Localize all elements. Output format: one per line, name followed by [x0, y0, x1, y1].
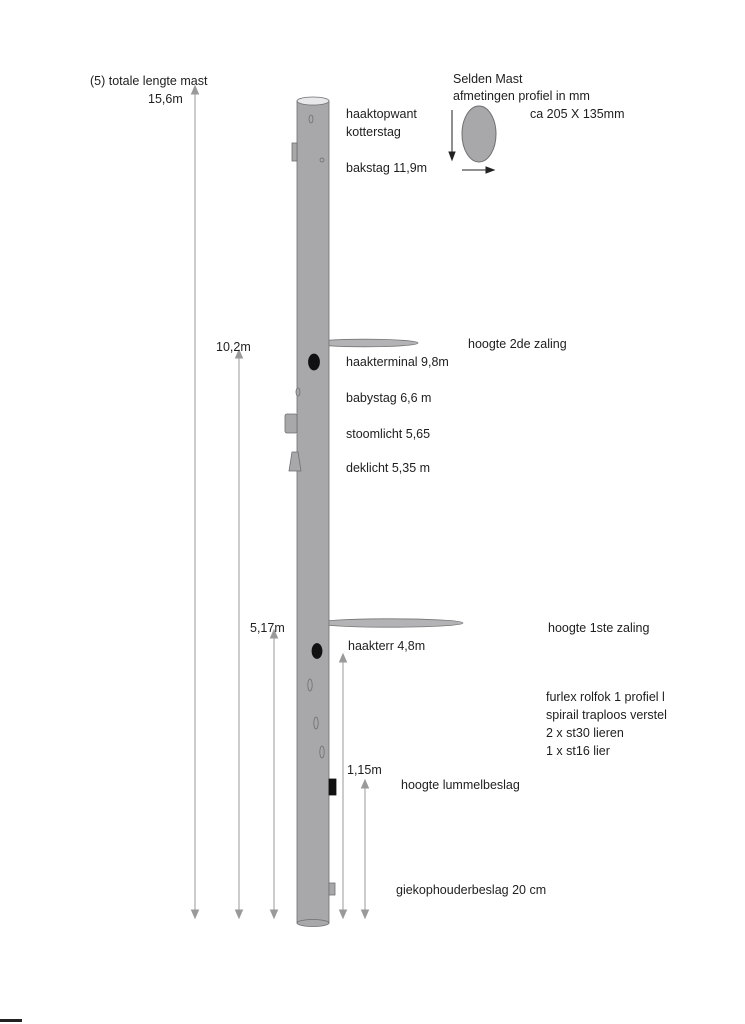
- mast: [297, 97, 329, 927]
- upper-side-fitting: [292, 143, 297, 161]
- label-lummelbeslag: hoogte lummelbeslag: [401, 778, 520, 792]
- label-1st-spreader: hoogte 1ste zaling: [548, 621, 650, 635]
- label-haaktopwant: haaktopwant: [346, 107, 417, 121]
- label-haakterminal: haakterminal 9,8m: [346, 355, 449, 369]
- haakterminal-fitting: [309, 354, 320, 370]
- arrow-5-17m: [271, 630, 278, 918]
- note-furlex: furlex rolfok 1 profiel l: [546, 690, 665, 704]
- label-deklicht: deklicht 5,35 m: [346, 461, 431, 475]
- diagram-title: (5) totale lengte mast: [90, 74, 208, 88]
- boom-vang-fitting: [329, 883, 335, 895]
- profile-dimensions: ca 205 X 135mm: [530, 107, 625, 121]
- mast-profile-ellipse: [462, 106, 496, 162]
- profile-horizontal-arrow: [462, 167, 494, 173]
- steaming-light: [285, 414, 297, 433]
- label-kotterstag: kotterstag: [346, 125, 401, 139]
- arrow-total-length: [192, 86, 199, 918]
- note-st30: 2 x st30 lieren: [546, 726, 624, 740]
- arrow-10-2m: [236, 350, 243, 918]
- profile-subtitle: afmetingen profiel in mm: [453, 89, 590, 103]
- mast-top-opening: [297, 97, 329, 105]
- label-haakterr: haakterr 4,8m: [348, 639, 426, 653]
- note-st16: 1 x st16 lier: [546, 744, 610, 758]
- arrow-1-15m: [362, 780, 369, 918]
- mast-tube: [297, 101, 329, 923]
- spreaders: [312, 339, 463, 627]
- mast-base: [297, 920, 329, 927]
- profile-vertical-arrow: [449, 110, 455, 160]
- label-bakstag: bakstag 11,9m: [346, 161, 428, 175]
- lower-spreader: [317, 619, 463, 627]
- note-spirail: spirail traploos verstel: [546, 708, 667, 722]
- haakterr-fitting: [312, 644, 322, 659]
- dimension-arrows: [192, 86, 369, 918]
- babystag-fitting: [296, 388, 300, 396]
- height-10-2m: 10,2m: [216, 340, 251, 354]
- height-1-15m: 1,15m: [347, 763, 382, 777]
- gooseneck-fitting: [329, 779, 336, 795]
- profile-title: Selden Mast: [453, 72, 523, 86]
- profile-section: [449, 106, 496, 173]
- total-length-value: 15,6m: [148, 92, 183, 106]
- label-stoomlicht: stoomlicht 5,65: [346, 427, 431, 441]
- label-babystag: babystag 6,6 m: [346, 391, 432, 405]
- scan-edge-mark: [0, 1019, 22, 1022]
- arrow-haakterr: [340, 654, 347, 918]
- height-5-17m: 5,17m: [250, 621, 285, 635]
- label-2nd-spreader: hoogte 2de zaling: [468, 337, 567, 351]
- label-giekophouder: giekophouderbeslag 20 cm: [396, 883, 547, 897]
